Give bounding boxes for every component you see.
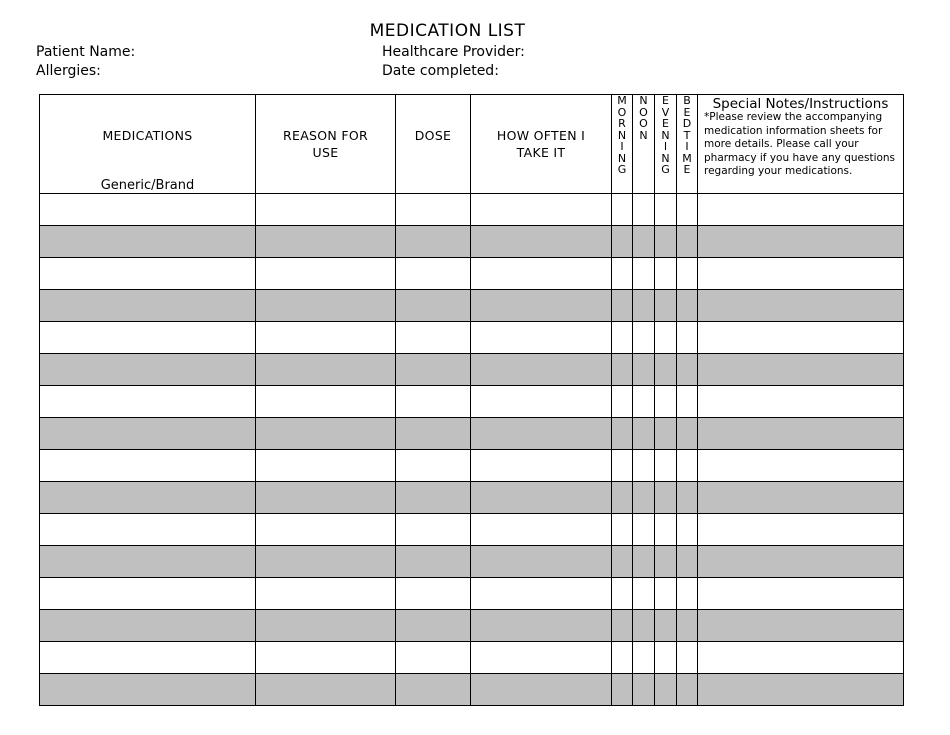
table-row: [40, 674, 904, 706]
morning-cell[interactable]: [612, 482, 633, 514]
how-often-cell[interactable]: [471, 450, 612, 482]
table-row: [40, 322, 904, 354]
medication-cell[interactable]: [40, 194, 256, 226]
notes-cell[interactable]: [698, 578, 904, 610]
morning-cell[interactable]: [612, 642, 633, 674]
evening-cell[interactable]: [655, 482, 677, 514]
special-notes-header: [698, 95, 904, 194]
reason-cell[interactable]: [256, 546, 396, 578]
notes-cell[interactable]: [698, 322, 904, 354]
table-row: [40, 642, 904, 674]
how-often-cell[interactable]: [471, 674, 612, 706]
morning-header-label: M O R N I N G: [617, 94, 627, 176]
bedtime-cell[interactable]: [677, 642, 698, 674]
bedtime-cell[interactable]: [677, 610, 698, 642]
dose-header: [396, 95, 471, 194]
how-often-cell[interactable]: [471, 610, 612, 642]
noon-cell[interactable]: [633, 226, 655, 258]
reason-cell[interactable]: [256, 226, 396, 258]
noon-cell[interactable]: [633, 642, 655, 674]
medication-cell[interactable]: [40, 578, 256, 610]
how-often-header: [471, 95, 612, 194]
bedtime-cell[interactable]: [677, 578, 698, 610]
medication-cell[interactable]: [40, 290, 256, 322]
morning-cell[interactable]: [612, 578, 633, 610]
bedtime-cell[interactable]: [677, 514, 698, 546]
dose-cell[interactable]: [396, 450, 471, 482]
reason-cell[interactable]: [256, 194, 396, 226]
dose-cell[interactable]: [396, 674, 471, 706]
dose-cell[interactable]: [396, 546, 471, 578]
bedtime-cell[interactable]: [677, 482, 698, 514]
table-row: [40, 610, 904, 642]
dose-cell[interactable]: [396, 226, 471, 258]
evening-cell[interactable]: [655, 258, 677, 290]
how-often-header-label: HOW OFTEN I TAKE IT: [496, 128, 586, 160]
morning-cell[interactable]: [612, 674, 633, 706]
evening-cell[interactable]: [655, 194, 677, 226]
morning-cell[interactable]: [612, 418, 633, 450]
bedtime-cell[interactable]: [677, 226, 698, 258]
morning-cell[interactable]: [612, 226, 633, 258]
dose-header-label: DOSE: [414, 128, 452, 143]
table-row: [40, 482, 904, 514]
how-often-cell[interactable]: [471, 322, 612, 354]
bedtime-cell[interactable]: [677, 386, 698, 418]
how-often-cell[interactable]: [471, 226, 612, 258]
noon-cell[interactable]: [633, 546, 655, 578]
patient-name-label: Patient Name:: [36, 44, 136, 60]
evening-header-label: E V E N I N G: [661, 94, 670, 176]
evening-cell[interactable]: [655, 610, 677, 642]
notes-cell[interactable]: [698, 194, 904, 226]
bedtime-cell[interactable]: [677, 418, 698, 450]
evening-cell[interactable]: [655, 546, 677, 578]
evening-cell[interactable]: [655, 354, 677, 386]
reason-cell[interactable]: [256, 578, 396, 610]
notes-cell[interactable]: [698, 642, 904, 674]
dose-cell[interactable]: [396, 258, 471, 290]
notes-cell[interactable]: [698, 290, 904, 322]
noon-header-label: N O O N: [639, 94, 648, 142]
medication-cell[interactable]: [40, 418, 256, 450]
evening-cell[interactable]: [655, 386, 677, 418]
special-notes-title: Special Notes/Instructions: [712, 96, 889, 112]
notes-cell[interactable]: [698, 546, 904, 578]
noon-cell[interactable]: [633, 450, 655, 482]
dose-cell[interactable]: [396, 322, 471, 354]
how-often-cell[interactable]: [471, 642, 612, 674]
dose-cell[interactable]: [396, 386, 471, 418]
evening-cell[interactable]: [655, 226, 677, 258]
bedtime-cell[interactable]: [677, 450, 698, 482]
morning-cell[interactable]: [612, 322, 633, 354]
notes-cell[interactable]: [698, 258, 904, 290]
bedtime-cell[interactable]: [677, 290, 698, 322]
noon-cell[interactable]: [633, 674, 655, 706]
evening-cell[interactable]: [655, 674, 677, 706]
bedtime-header: [677, 95, 698, 194]
how-often-cell[interactable]: [471, 514, 612, 546]
evening-cell[interactable]: [655, 290, 677, 322]
evening-cell[interactable]: [655, 578, 677, 610]
notes-cell[interactable]: [698, 418, 904, 450]
reason-cell[interactable]: [256, 322, 396, 354]
reason-header-label: REASON FOR USE: [283, 128, 368, 160]
reason-cell[interactable]: [256, 386, 396, 418]
morning-cell[interactable]: [612, 546, 633, 578]
notes-cell[interactable]: [698, 514, 904, 546]
dose-cell[interactable]: [396, 418, 471, 450]
evening-header: [655, 95, 677, 194]
reason-cell[interactable]: [256, 610, 396, 642]
notes-cell[interactable]: [698, 226, 904, 258]
table-row: [40, 226, 904, 258]
how-often-cell[interactable]: [471, 386, 612, 418]
table-row: [40, 578, 904, 610]
medication-cell[interactable]: [40, 546, 256, 578]
medication-cell[interactable]: [40, 610, 256, 642]
evening-cell[interactable]: [655, 450, 677, 482]
allergies-label: Allergies:: [36, 63, 101, 79]
dose-cell[interactable]: [396, 514, 471, 546]
dose-cell[interactable]: [396, 194, 471, 226]
medication-cell[interactable]: [40, 514, 256, 546]
reason-cell[interactable]: [256, 258, 396, 290]
noon-cell[interactable]: [633, 194, 655, 226]
notes-cell[interactable]: [698, 386, 904, 418]
healthcare-provider-label: Healthcare Provider:: [382, 44, 525, 60]
evening-cell[interactable]: [655, 514, 677, 546]
table-row: [40, 290, 904, 322]
bedtime-cell[interactable]: [677, 674, 698, 706]
table-row: [40, 258, 904, 290]
noon-cell[interactable]: [633, 354, 655, 386]
table-row: [40, 194, 904, 226]
noon-cell[interactable]: [633, 322, 655, 354]
table-row: [40, 546, 904, 578]
noon-cell[interactable]: [633, 514, 655, 546]
notes-cell[interactable]: [698, 450, 904, 482]
noon-cell[interactable]: [633, 386, 655, 418]
reason-cell[interactable]: [256, 482, 396, 514]
morning-cell[interactable]: [612, 610, 633, 642]
table-row: [40, 418, 904, 450]
how-often-cell[interactable]: [471, 354, 612, 386]
dose-cell[interactable]: [396, 290, 471, 322]
evening-cell[interactable]: [655, 322, 677, 354]
reason-cell[interactable]: [256, 290, 396, 322]
noon-header: [633, 95, 655, 194]
notes-cell[interactable]: [698, 354, 904, 386]
notes-cell[interactable]: [698, 610, 904, 642]
noon-cell[interactable]: [633, 482, 655, 514]
morning-cell[interactable]: [612, 450, 633, 482]
bedtime-cell[interactable]: [677, 546, 698, 578]
medication-cell[interactable]: [40, 354, 256, 386]
medication-cell[interactable]: [40, 322, 256, 354]
medications-subheader-label: Generic/Brand: [100, 178, 195, 193]
bedtime-header-label: B E D T I M E: [682, 94, 692, 176]
how-often-cell[interactable]: [471, 482, 612, 514]
noon-cell[interactable]: [633, 578, 655, 610]
medication-cell[interactable]: [40, 642, 256, 674]
bedtime-cell[interactable]: [677, 354, 698, 386]
medication-cell[interactable]: [40, 482, 256, 514]
morning-cell[interactable]: [612, 194, 633, 226]
morning-cell[interactable]: [612, 258, 633, 290]
reason-cell[interactable]: [256, 514, 396, 546]
medication-cell[interactable]: [40, 450, 256, 482]
dose-cell[interactable]: [396, 610, 471, 642]
morning-cell[interactable]: [612, 386, 633, 418]
date-completed-label: Date completed:: [382, 63, 499, 79]
morning-cell[interactable]: [612, 354, 633, 386]
evening-cell[interactable]: [655, 642, 677, 674]
header-row: [40, 95, 904, 194]
table-row: [40, 354, 904, 386]
medication-cell[interactable]: [40, 386, 256, 418]
dose-cell[interactable]: [396, 482, 471, 514]
page-title: MEDICATION LIST: [369, 21, 526, 41]
notes-cell[interactable]: [698, 674, 904, 706]
medication-table: [39, 94, 904, 706]
morning-cell[interactable]: [612, 290, 633, 322]
morning-cell[interactable]: [612, 514, 633, 546]
bedtime-cell[interactable]: [677, 258, 698, 290]
table-row: [40, 514, 904, 546]
noon-cell[interactable]: [633, 610, 655, 642]
bedtime-cell[interactable]: [677, 194, 698, 226]
dose-cell[interactable]: [396, 354, 471, 386]
medication-cell[interactable]: [40, 674, 256, 706]
how-often-cell[interactable]: [471, 418, 612, 450]
reason-header: [256, 95, 396, 194]
special-notes-text: *Please review the accompanying medication information sheets for more details. Please call your pharmacy if you have any questions regarding your medications.: [704, 111, 896, 177]
notes-cell[interactable]: [698, 482, 904, 514]
morning-header: [612, 95, 633, 194]
how-often-cell[interactable]: [471, 546, 612, 578]
table-row: [40, 450, 904, 482]
medication-cell[interactable]: [40, 258, 256, 290]
reason-cell[interactable]: [256, 674, 396, 706]
table-row: [40, 386, 904, 418]
medications-header-label: MEDICATIONS: [102, 128, 193, 143]
medications-header: [40, 95, 256, 194]
dose-cell[interactable]: [396, 578, 471, 610]
noon-cell[interactable]: [633, 418, 655, 450]
reason-cell[interactable]: [256, 450, 396, 482]
how-often-cell[interactable]: [471, 194, 612, 226]
noon-cell[interactable]: [633, 258, 655, 290]
bedtime-cell[interactable]: [677, 322, 698, 354]
how-often-cell[interactable]: [471, 290, 612, 322]
dose-cell[interactable]: [396, 642, 471, 674]
reason-cell[interactable]: [256, 354, 396, 386]
how-often-cell[interactable]: [471, 578, 612, 610]
how-often-cell[interactable]: [471, 258, 612, 290]
reason-cell[interactable]: [256, 642, 396, 674]
medication-cell[interactable]: [40, 226, 256, 258]
reason-cell[interactable]: [256, 418, 396, 450]
noon-cell[interactable]: [633, 290, 655, 322]
evening-cell[interactable]: [655, 418, 677, 450]
